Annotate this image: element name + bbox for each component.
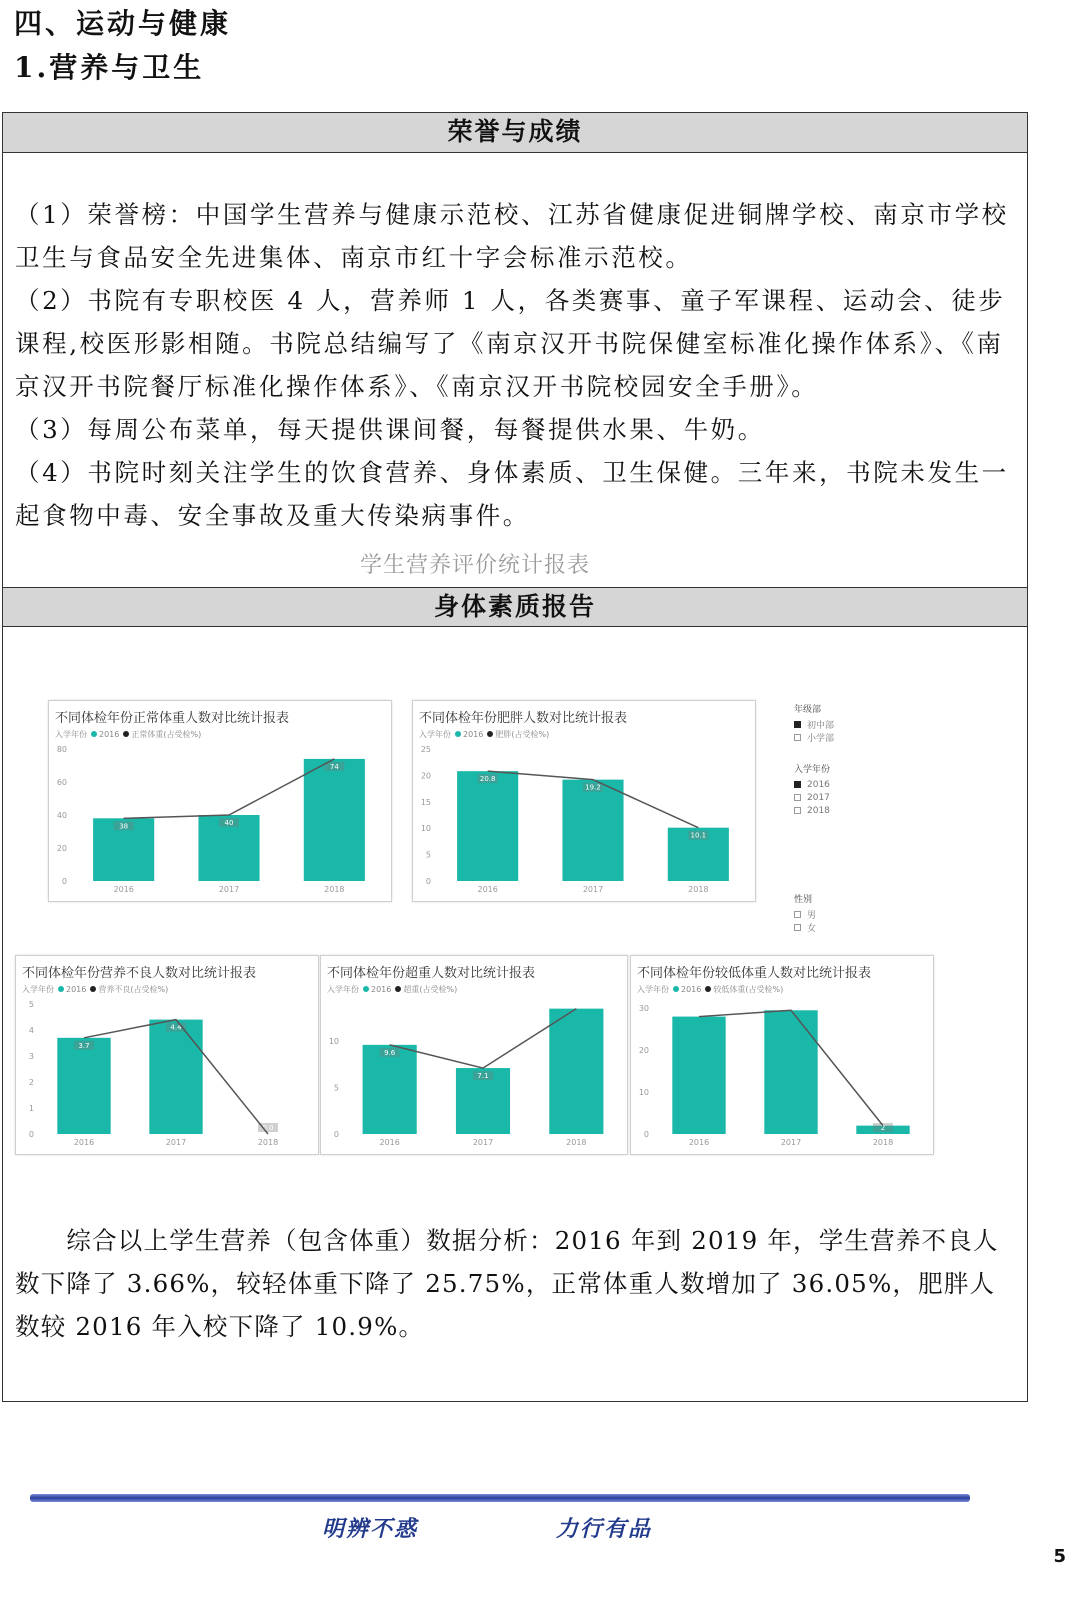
x-tick-label: 2017 — [582, 885, 604, 894]
chart-card — [15, 955, 319, 1155]
y-tick-label: 25 — [420, 745, 431, 754]
chart-title: 不同体检年份营养不良人数对比统计报表 — [22, 966, 257, 981]
footer-motto-right: 力行有品 — [556, 1516, 653, 1542]
y-tick-label: 30 — [638, 1004, 649, 1014]
legend-year: 2016 — [371, 985, 392, 994]
y-tick-label: 80 — [56, 745, 67, 754]
y-tick-label: 20 — [638, 1046, 649, 1056]
trend-line — [390, 1009, 577, 1068]
slicer-panel — [794, 762, 830, 817]
x-tick-label: 2017 — [472, 1138, 494, 1147]
chart-title: 不同体检年份较低体重人数对比统计报表 — [637, 966, 872, 981]
y-tick-label: 10 — [328, 1037, 339, 1047]
data-label: 40 — [224, 819, 234, 827]
y-tick-label: 5 — [425, 850, 431, 860]
slicer-title: 性别 — [794, 895, 813, 905]
chart-card — [412, 700, 756, 902]
y-tick-label: 20 — [420, 771, 431, 781]
data-label: 9.6 — [384, 1048, 396, 1057]
legend-prefix: 入学年份 — [637, 985, 669, 994]
subsection-heading: 1.营养与卫生 — [14, 51, 205, 84]
slicer-title: 入学年份 — [794, 765, 831, 775]
slicer-option[interactable] — [794, 778, 830, 791]
legend-prefix: 入学年份 — [55, 730, 87, 739]
honors-paragraph-2: （2）书院有专职校医 4 人，营养师 1 人，各类赛事、童子军课程、运动会、徒步课程,校医形影相随。书院总结编写了《南京汉开书院保健室标准化操作体系》、《南京汉开书院餐厅标准化操作体系》、《南京汉开书院校园安全手册》。 — [15, 286, 1006, 401]
chart-plot — [413, 701, 755, 901]
slicer-option-label: 男 — [807, 911, 817, 921]
legend-series: 较低体重(占受检%) — [713, 985, 784, 994]
legend-year: 2016 — [463, 730, 484, 739]
slicer-checkbox[interactable] — [794, 911, 801, 918]
y-tick-label: 2 — [28, 1078, 34, 1087]
legend-series: 超重(占受检%) — [403, 985, 458, 994]
slicer-option[interactable] — [794, 908, 816, 921]
y-tick-label: 0 — [643, 1130, 649, 1139]
page-number: 5 — [1053, 1546, 1066, 1567]
x-tick-label: 2016 — [477, 885, 498, 894]
data-label: 20.8 — [479, 775, 496, 784]
footer-motto-left: 明辨不惑 — [322, 1516, 419, 1542]
chart-bar — [149, 1020, 202, 1134]
chart-title: 不同体检年份肥胖人数对比统计报表 — [419, 711, 628, 726]
slicer-option-label: 2018 — [807, 805, 830, 816]
legend-year: 2016 — [681, 985, 702, 994]
slicer-option[interactable] — [794, 921, 816, 934]
honors-paragraph-4: （4）书院时刻关注学生的饮食营养、身体素质、卫生保健。三年来，书院未发生一起食物中毒、安全事故及重大传染病事件。 — [15, 458, 1009, 530]
slicer-checkbox[interactable] — [794, 721, 801, 728]
slicer-option-label: 初中部 — [807, 721, 835, 731]
slicer-checkbox[interactable] — [794, 807, 801, 814]
x-tick-label: 2018 — [872, 1138, 894, 1147]
chart-plot — [49, 701, 391, 901]
data-label: 7.1 — [477, 1072, 489, 1081]
x-tick-label: 2016 — [688, 1138, 710, 1147]
chart-bar — [304, 759, 365, 881]
slicer-checkbox[interactable] — [794, 781, 801, 788]
chart-plot — [321, 956, 627, 1154]
data-label: 74 — [329, 762, 339, 771]
y-tick-label: 15 — [420, 797, 431, 807]
slicer-panel — [794, 702, 834, 744]
chart-title: 不同体检年份超重人数对比统计报表 — [327, 966, 536, 981]
legend-series: 营养不良(占受检%) — [98, 985, 169, 994]
summary-text: 综合以上学生营养（包含体重）数据分析：2016 年到 2019 年，学生营养不良人数下降了 3.66%，较轻体重下降了 25.75%，正常体重人数增加了 36.05%，肥胖人数较 2016 年入校下降了 10.9%。 — [15, 1226, 999, 1341]
legend-prefix: 入学年份 — [419, 730, 451, 739]
chart-bar — [363, 1045, 417, 1134]
dashboard-title: 学生营养评价统计报表 — [360, 553, 591, 578]
chart-bar — [672, 1017, 725, 1134]
honors-paragraph-3: （3）每周公布菜单，每天提供课间餐，每餐提供水果、牛奶。 — [15, 415, 765, 444]
y-tick-label: 60 — [56, 778, 67, 787]
footer-rule — [30, 1494, 970, 1502]
data-label: 3.7 — [78, 1041, 90, 1050]
y-tick-label: 20 — [56, 844, 67, 853]
data-label: 2 — [880, 1124, 886, 1132]
y-tick-label: 40 — [56, 811, 67, 820]
y-tick-label: 1 — [28, 1104, 34, 1113]
chart-bar — [764, 1010, 817, 1134]
x-tick-label: 2016 — [113, 885, 134, 894]
data-label: 4.4 — [170, 1023, 182, 1032]
data-label: 0.0 — [262, 1124, 274, 1132]
honors-text — [15, 193, 1015, 537]
x-tick-label: 2018 — [688, 885, 709, 894]
y-tick-label: 3 — [28, 1052, 34, 1061]
slicer-option[interactable] — [794, 731, 834, 744]
y-tick-label: 5 — [28, 1000, 34, 1009]
slicer-title: 年级部 — [794, 705, 822, 715]
chart-title: 不同体检年份正常体重人数对比统计报表 — [55, 711, 290, 726]
legend-prefix: 入学年份 — [22, 985, 54, 994]
legend-prefix: 入学年份 — [327, 985, 359, 994]
slicer-option[interactable] — [794, 791, 830, 804]
x-tick-label: 2017 — [218, 885, 240, 894]
slicer-checkbox[interactable] — [794, 794, 801, 801]
honors-paragraph-1: （1）荣誉榜：中国学生营养与健康示范校、江苏省健康促进铜牌学校、南京市学校卫生与食品安全先进集体、南京市红十字会标准示范校。 — [15, 200, 1009, 272]
chart-card — [48, 700, 392, 902]
y-tick-label: 4 — [28, 1026, 34, 1035]
data-label: 19.2 — [585, 783, 601, 792]
slicer-option[interactable] — [794, 804, 830, 817]
slicer-option-label: 2016 — [807, 779, 830, 790]
legend-year: 2016 — [99, 730, 120, 739]
legend-series: 正常体重(占受检%) — [131, 730, 202, 739]
slicer-checkbox[interactable] — [794, 924, 801, 931]
y-tick-label: 0 — [425, 877, 431, 886]
y-tick-label: 5 — [333, 1083, 339, 1093]
y-tick-label: 0 — [28, 1130, 34, 1139]
y-tick-label: 10 — [638, 1088, 649, 1098]
chart-card — [320, 955, 628, 1155]
trend-line — [124, 759, 335, 818]
legend-year: 2016 — [66, 985, 87, 994]
chart-bar — [562, 780, 623, 881]
data-label: 10.1 — [690, 831, 707, 840]
legend-series: 肥胖(占受检%) — [495, 730, 550, 739]
x-tick-label: 2017 — [780, 1138, 802, 1147]
y-tick-label: 10 — [420, 824, 431, 834]
data-label: 38 — [119, 822, 129, 831]
slicer-option[interactable] — [794, 718, 834, 731]
x-tick-label: 2018 — [566, 1138, 587, 1147]
slicer-panel — [794, 892, 816, 934]
chart-card — [630, 955, 934, 1155]
chart-bar — [57, 1038, 110, 1134]
x-tick-label: 2018 — [257, 1138, 279, 1147]
section-heading: 四、运动与健康 — [14, 7, 232, 40]
chart-plot — [16, 956, 318, 1154]
slicer-option-label: 2017 — [807, 792, 830, 803]
x-tick-label: 2016 — [379, 1138, 400, 1147]
slicer-option-label: 女 — [807, 924, 817, 934]
honors-band: 荣誉与成绩 — [3, 113, 1027, 153]
y-tick-label: 0 — [333, 1130, 339, 1139]
x-tick-label: 2018 — [324, 885, 345, 894]
report-band: 身体素质报告 — [3, 587, 1027, 627]
slicer-option-label: 小学部 — [807, 734, 835, 744]
x-tick-label: 2017 — [165, 1138, 187, 1147]
chart-bar — [549, 1009, 603, 1134]
chart-plot — [631, 956, 933, 1154]
x-tick-label: 2016 — [73, 1138, 95, 1147]
slicer-checkbox[interactable] — [794, 734, 801, 741]
y-tick-label: 0 — [61, 877, 67, 886]
chart-bar — [457, 771, 518, 881]
